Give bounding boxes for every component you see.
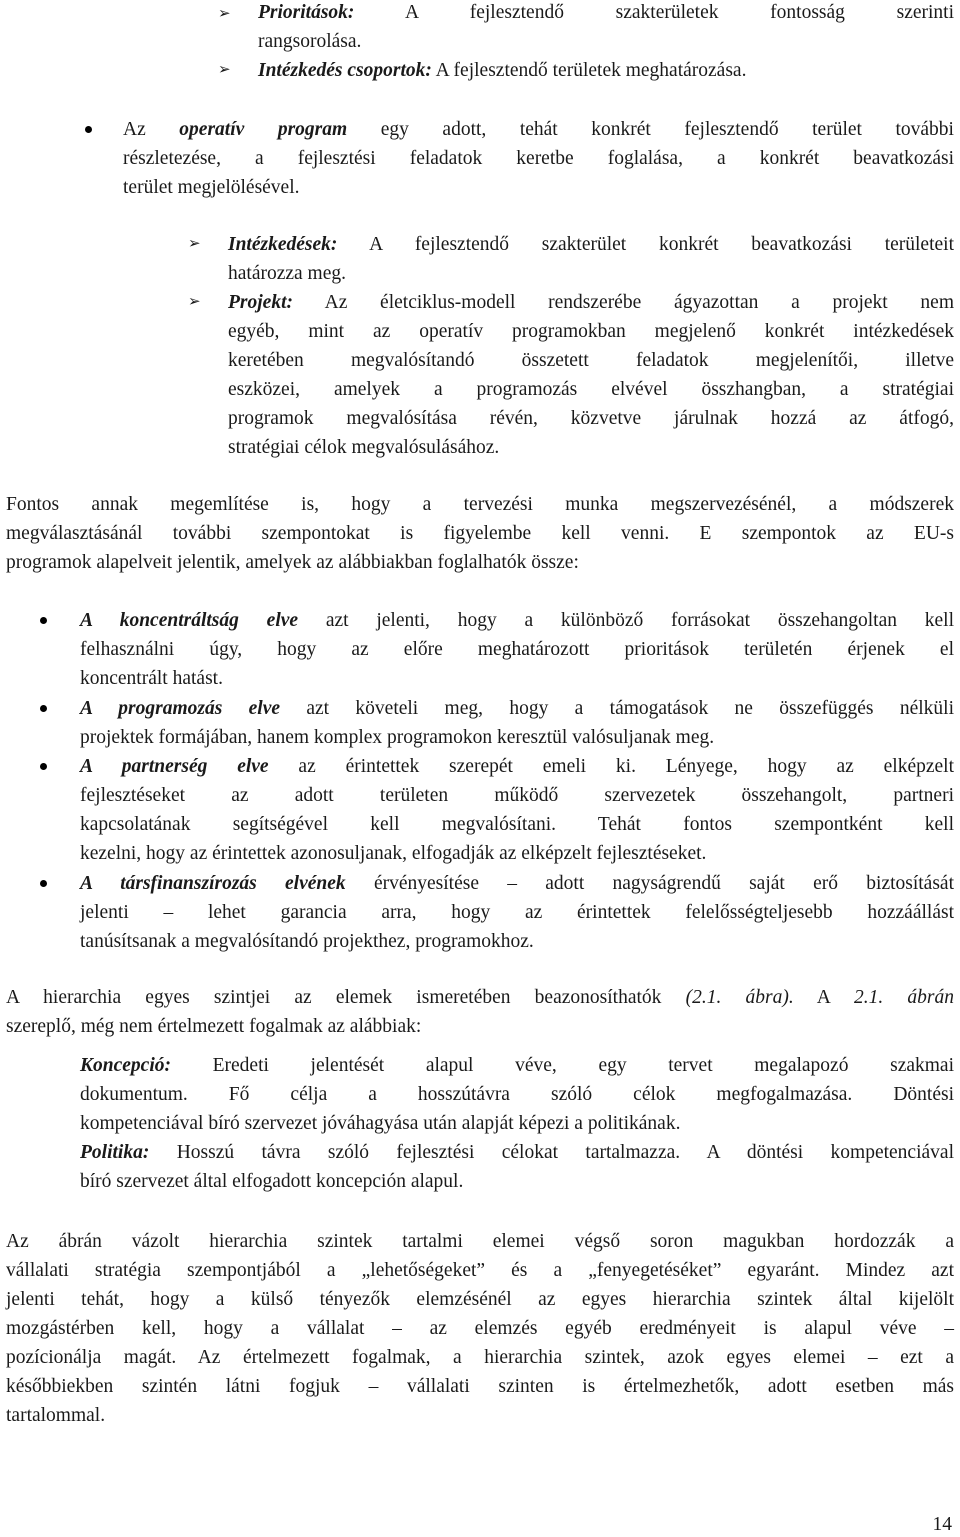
term: A koncentráltság elve xyxy=(80,610,299,631)
list-item: Projekt: Az életciklus-modell rendszerébe ágyazottan a projekt nem egyéb, mint az operatív programokban megjelenő konkrét intézkedések keretében megvalósítandó összetett feladatok megjelenítői, illetve eszközei, amelyek a programozás elvével összhangban, a stratégiai programok megvalósítása révén, közvetve járulnak hozzá az átfogó, stratégiai célok megvalósulásához. xyxy=(228,292,954,458)
figure-reference: 2.1. ábrán xyxy=(853,987,954,1008)
term: operatív program xyxy=(179,119,348,140)
arrow-bullet-icon: ➢ xyxy=(218,6,231,22)
paragraph: A hierarchia egyes szintjei az elemek ismeretében beazonosíthatók (2.1. ábra). A 2.1. ábrán szereplő, még nem értelmezett fogalmak az alábbiak: xyxy=(6,987,954,1037)
principle-item: A partnerség elve az érintettek szerepét emeli ki. Lényege, hogy az elképzelt fejlesztéseket az adott területen működő szervezetek összehangolt, partneri kapcsolatának segítségével kell megvalósítani. Tehát fontos szempontként kell kezelni, hogy az érintettek azonosuljanak, elfogadják az elképzelt fejlesztéseket. xyxy=(80,756,954,864)
operativ-paragraph: Az operatív program egy adott, tehát konkrét fejlesztendő terület további részletezése, a fejlesztési feladatok keretbe foglalása, a konkrét beavatkozási terület megjelölésével. xyxy=(123,119,954,198)
list-item: Prioritások: A fejlesztendő szakterületek fontosság szerinti rangsorolása. xyxy=(258,2,954,52)
arrow-bullet-icon: ➢ xyxy=(188,236,201,252)
term: Projekt: xyxy=(228,292,293,313)
bullet-dot-icon xyxy=(40,705,47,712)
term: Intézkedés csoportok: xyxy=(258,60,432,81)
definition-item: Politika: Hosszú távra szóló fejlesztési célokat tartalmazza. A döntési kompetenciával bíró szervezet által elfogadott koncepción alapul. xyxy=(80,1142,954,1192)
term: Prioritások: xyxy=(258,2,355,23)
term: A programozás elve xyxy=(80,698,281,719)
arrow-bullet-icon: ➢ xyxy=(188,294,201,310)
page-number: 14 xyxy=(932,1514,952,1535)
term: Politika: xyxy=(80,1142,150,1163)
bullet-dot-icon xyxy=(85,126,92,133)
paragraph: Fontos annak megemlítése is, hogy a tervezési munka megszervezésénél, a módszerek megválasztásánál további szempontokat is figyelembe kell venni. E szempontok az EU-s programok alapelveit jelentik, amelyek az alábbiakban foglalhatók össze: xyxy=(6,494,954,573)
list-item: Intézkedés csoportok: A fejlesztendő területek meghatározása. xyxy=(258,60,747,81)
arrow-bullet-icon: ➢ xyxy=(218,62,231,78)
list-item: Intézkedések: A fejlesztendő szakterület konkrét beavatkozási területeit határozza meg. xyxy=(228,234,954,284)
principle-item: A programozás elve azt követeli meg, hogy a támogatások ne összefüggés nélküli projektek formájában, hanem komplex programokon keresztül valósuljanak meg. xyxy=(80,698,954,748)
principle-item: A társfinanszírozás elvének érvényesítése – adott nagyságrendű saját erő biztosítását jelenti – lehet garancia arra, hogy az érintettek felelősségteljesebb hozzáállást tanúsítsanak a megvalósítandó projekthez, programokhoz. xyxy=(80,873,955,952)
figure-reference: (2.1. ábra). xyxy=(685,987,794,1008)
bullet-dot-icon xyxy=(40,617,47,624)
term: A társfinanszírozás elvének xyxy=(80,873,346,894)
definition-item: Koncepció: Eredeti jelentését alapul véve, egy tervet megalapozó szakmai dokumentum. Fő célja a hosszútávra szóló célok megfogalmazása. Döntési kompetenciával bíró szervezet jóváhagyása után alapját képezi a politikának. xyxy=(80,1055,954,1134)
principle-item: A koncentráltság elve azt jelenti, hogy a különböző forrásokat összehangoltan kell felhasználni úgy, hogy az előre meghatározott prioritások területén érjenek el koncentrált hatást. xyxy=(80,610,954,689)
term: Intézkedések: xyxy=(228,234,338,255)
bullet-dot-icon xyxy=(40,763,47,770)
term: A partnerség elve xyxy=(80,756,269,777)
bullet-dot-icon xyxy=(40,880,47,887)
paragraph: Az ábrán vázolt hierarchia szintek tartalmi elemei végső soron magukban hordozzák a vállalati stratégia szempontjából a „lehetőségeket” és a „fenyegetéséket” egyaránt. Mindez azt jelenti tehát, hogy a külső tényezők elemzésénél az egyes hierarchia szintek által kijelölt mozgástérben kell, hogy a vállalat – az elemzés egyéb eredményeit is alapul véve – pozícionálja magát. Az értelmezett fogalmak, a hierarchia szintek, azok egyes elemei – ezt a későbbiekben szintén látni fogjuk – vállalati szinten is értelmezhetők, adott esetben más tartalommal. xyxy=(6,1231,954,1426)
term: Koncepció: xyxy=(80,1055,171,1076)
